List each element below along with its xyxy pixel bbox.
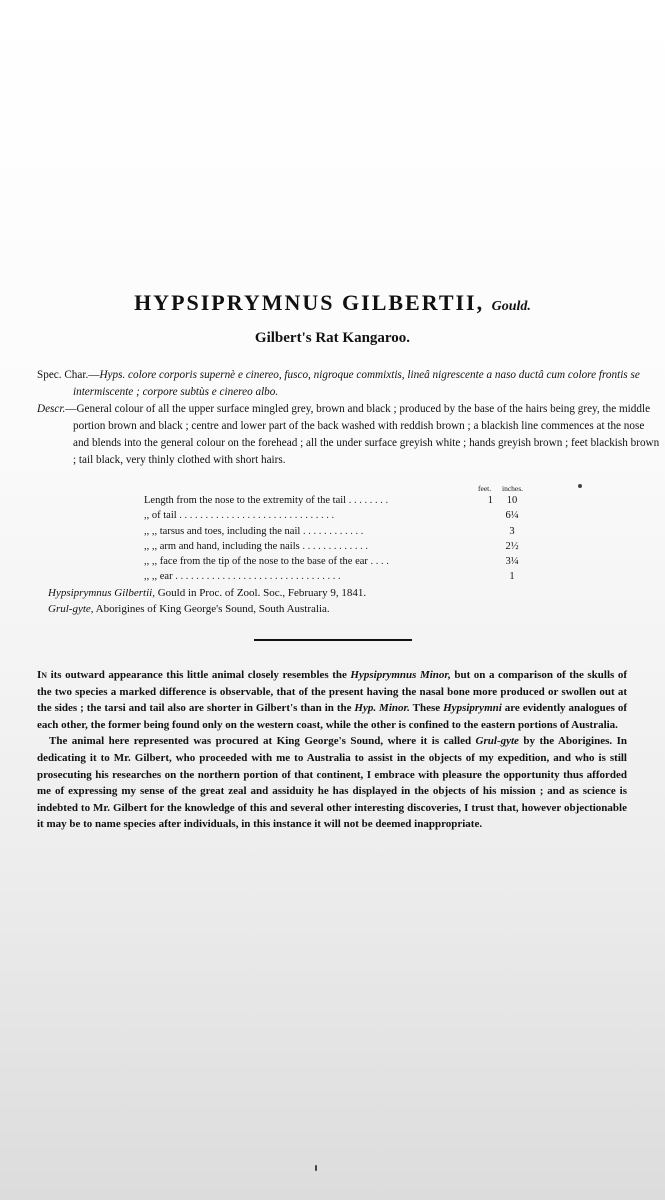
reference-name: Hypsiprymnus Gilbertii, (48, 587, 155, 599)
description (37, 401, 663, 469)
measurement-inches: 3 (509, 525, 515, 537)
measurement-row (144, 524, 544, 539)
ink-speck (315, 1165, 317, 1171)
measurement-row (144, 569, 544, 584)
header-inches: inches. (502, 484, 524, 493)
spec-dash: — (88, 369, 100, 381)
paragraph (37, 667, 627, 733)
descr-dash: — (65, 403, 77, 415)
measurement-inches: 3¼ (505, 556, 519, 568)
measurement-inches: 1 (509, 571, 515, 583)
measurement-leader: . . . . . . . . . . . . . (299, 540, 368, 552)
measurement-inches: 10 (506, 495, 518, 506)
measurement-leader: . . . . . . . . . . . . (300, 525, 364, 537)
measurement-label: ,, ,, face from the tip of the nose to the base of the ear (144, 556, 368, 568)
measurement-inches: 6¼ (505, 510, 519, 522)
measurement-feet: 1 (487, 495, 493, 506)
title-author: Gould. (491, 299, 531, 314)
text-run: but on a comparison of the skulls of the two species a marked difference is observable, that of the present having the nasal bone more produced or swollen out at the sides ; the tarsi and tail also are shorter in Gilbert's than in the (37, 669, 628, 715)
measurement-row (144, 508, 544, 523)
text-run: by the Aborigines. In dedicating it to Mr. Gilbert, who proceeded with me to Australia to assist in the objects of my expedition, and who is still prosecuting his researches on the northern portion of that continent, I embrace with pleasure the opportunity thus afforded me of expressing my sense of the great zeal and assiduity he has displayed in the objects of his mission ; and as science is indebted to Mr. Gilbert for the knowledge of this and several other interesting discoveries, I trust that, however objectionable it may be to name species after individuals, in this instance it will not be deemed inappropriate. (37, 735, 627, 831)
text-run: The animal here represented was procured at King George's Sound, where it is called (49, 735, 476, 748)
measurement-leader: . . . . (367, 556, 389, 568)
measurement-inches: 2½ (505, 540, 519, 552)
descr-text: General colour of all the upper surface mingled grey, brown and black ; produced by the base of the hairs being grey, the middle portion brown and black ; centre and lower part of the back washed with reddish brown ; a blackish line commences at the nose and blends into the general colour on the forehead ; all the under surface greyish white ; hands greyish brown ; feet blackish brown ; tail black, very thinly clothed with short hairs. (73, 403, 660, 466)
header-feet: feet. (478, 484, 492, 493)
measurement-leader: . . . . . . . . . . . . . . . . . . . . . . . . . . . . . . . . (172, 571, 341, 583)
species-name: Hypsiprymni (443, 702, 502, 715)
species-name: Hyp. Minor. (354, 702, 410, 715)
measurement-label: ,, ,, arm and hand, including the nails (144, 540, 300, 552)
measurement-leader: . . . . . . . . (346, 495, 389, 506)
reference-line (48, 602, 608, 618)
spec-text: Hyps. colore corporis supernè e cinereo, fusco, nigroque commixtis, lineâ nigrescente a naso ductâ cum colore frontis se intermiscente ; corpore subtùs e cinereo albo. (73, 369, 640, 398)
synonymy-references (48, 586, 608, 617)
measurement-label: Length from the nose to the extremity of the tail (144, 495, 347, 506)
page-subtitle: Gilbert's Rat Kangaroo. (254, 330, 411, 346)
measurement-leader: . . . . . . . . . . . . . . . . . . . . . . . . . . . . . . (176, 510, 335, 522)
drop-initial: In (37, 669, 48, 681)
measurement-label: ,, of tail (144, 510, 177, 522)
measurement-label: ,, ,, ear (144, 571, 173, 583)
reference-name: Grul-gyte, (48, 602, 94, 615)
paragraph (37, 733, 627, 833)
specific-character (37, 367, 663, 401)
body-text (37, 667, 627, 833)
text-run: are evidently analogues of each other, the former being found only on the western coast, while the other is confined to the eastern portions of Australia. (37, 702, 628, 731)
measurements-table (144, 493, 544, 585)
species-name: Hypsiprymnus Minor, (350, 669, 451, 681)
measurement-row (144, 554, 544, 569)
title-main: HYPSIPRYMNUS GILBERTII, (134, 290, 485, 315)
reference-line (48, 586, 608, 602)
reference-text: Gould in Proc. of Zool. Soc., February 9, 1841. (154, 587, 367, 599)
measurement-row (144, 493, 544, 508)
reference-text: Aborigines of King George's Sound, South Australia. (93, 602, 330, 615)
species-name: Grul-gyte (475, 735, 519, 748)
measurement-label: ,, ,, tarsus and toes, including the nail (144, 525, 301, 537)
descr-label: Descr. (37, 403, 66, 415)
spec-label: Spec. Char. (37, 369, 89, 381)
page-title (0, 290, 665, 316)
text-run: These (409, 702, 444, 715)
measurement-row (144, 539, 544, 554)
text-run: its outward appearance this little animal closely resembles the (47, 669, 351, 681)
ink-speck (578, 484, 582, 488)
section-divider (254, 639, 412, 641)
